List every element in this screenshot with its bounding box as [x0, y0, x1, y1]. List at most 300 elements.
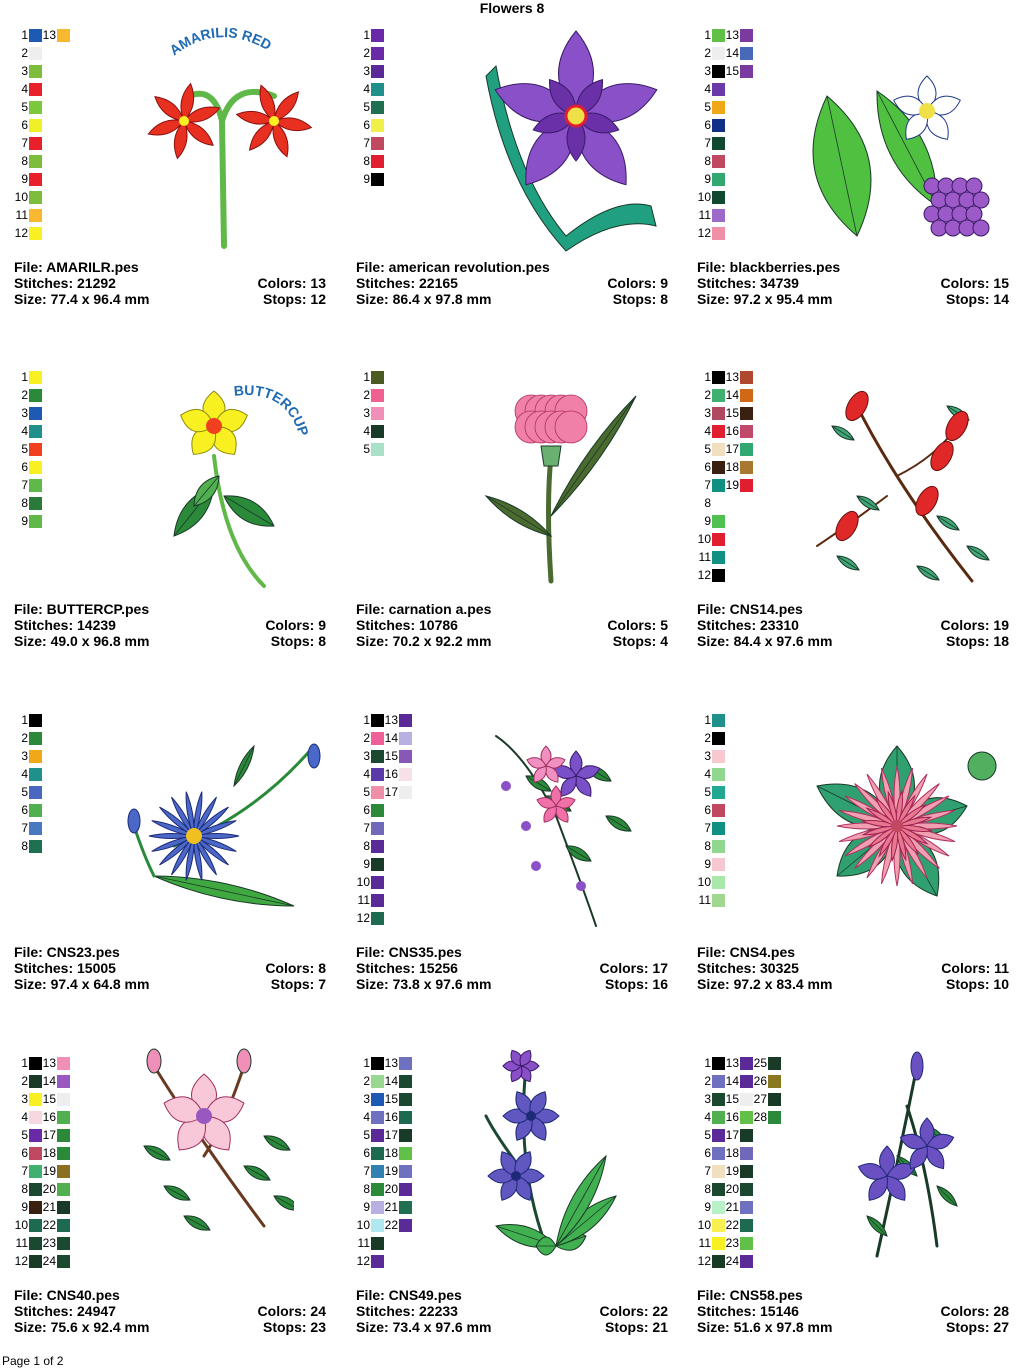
swatch-color	[740, 65, 753, 78]
swatch-color	[371, 894, 384, 907]
swatch-color	[29, 768, 42, 781]
swatch-color	[712, 47, 725, 60]
swatch-number: 15	[725, 406, 739, 420]
swatch-number: 17	[725, 1128, 739, 1142]
size-row	[14, 1319, 326, 1335]
color-swatch	[384, 711, 412, 729]
swatch-color	[371, 83, 384, 96]
color-swatch	[384, 1180, 412, 1198]
color-count: Colors: 9	[607, 275, 668, 291]
color-swatch	[697, 98, 725, 116]
swatch-number: 23	[42, 1236, 56, 1250]
swatch-number: 5	[363, 100, 370, 114]
color-swatch	[14, 98, 42, 116]
color-swatch	[356, 855, 384, 873]
color-swatch	[14, 711, 42, 729]
file-row	[14, 259, 326, 275]
color-swatch	[42, 1180, 70, 1198]
swatch-number: 2	[704, 1074, 711, 1088]
color-swatch	[14, 819, 42, 837]
swatch-number: 21	[725, 1200, 739, 1214]
swatch-number: 9	[363, 857, 370, 871]
swatch-color	[57, 1237, 70, 1250]
swatch-color	[371, 1201, 384, 1214]
swatch-number: 3	[704, 749, 711, 763]
swatch-number: 13	[725, 28, 739, 42]
stitch-count: Stitches: 14239	[14, 617, 116, 633]
color-swatch	[697, 26, 725, 44]
swatch-color	[712, 1093, 725, 1106]
color-swatch	[725, 62, 753, 80]
design-size: Size: 70.2 x 92.2 mm	[356, 633, 492, 649]
swatch-number: 9	[704, 172, 711, 186]
color-swatch	[725, 1072, 753, 1090]
swatch-color	[371, 1183, 384, 1196]
swatch-color	[29, 714, 42, 727]
swatch-number: 10	[697, 875, 711, 889]
swatch-color	[371, 101, 384, 114]
stop-count: Stops: 10	[945, 976, 1009, 992]
swatch-number: 2	[704, 388, 711, 402]
color-swatch	[42, 1234, 70, 1252]
color-swatch	[384, 747, 412, 765]
swatch-number: 6	[704, 1146, 711, 1160]
swatch-number: 9	[363, 172, 370, 186]
color-swatch	[356, 1216, 384, 1234]
swatch-number: 23	[725, 1236, 739, 1250]
color-swatch	[356, 1198, 384, 1216]
swatch-color	[399, 1093, 412, 1106]
color-swatch	[356, 819, 384, 837]
page-footer: Page 1 of 2	[2, 1354, 64, 1368]
swatch-color	[712, 894, 725, 907]
swatch-number: 2	[363, 388, 370, 402]
page-title: Flowers 8	[479, 0, 545, 16]
swatch-color	[29, 209, 42, 222]
color-swatch	[42, 1162, 70, 1180]
swatch-color	[29, 1201, 42, 1214]
swatch-number: 14	[725, 388, 739, 402]
swatch-color	[712, 479, 725, 492]
swatch-number: 9	[21, 1200, 28, 1214]
color-swatch	[14, 44, 42, 62]
swatch-number: 7	[21, 478, 28, 492]
swatch-color	[712, 137, 725, 150]
design-card	[697, 26, 1024, 326]
file-name: File: AMARILR.pes	[14, 259, 139, 275]
swatch-number: 12	[697, 568, 711, 582]
design-size: Size: 49.0 x 96.8 mm	[14, 633, 150, 649]
swatch-number: 5	[21, 100, 28, 114]
color-swatch	[14, 458, 42, 476]
color-swatch	[697, 494, 725, 512]
swatch-number: 3	[704, 406, 711, 420]
design-info	[697, 601, 1009, 649]
swatch-number: 11	[698, 208, 711, 222]
swatch-number: 6	[21, 1146, 28, 1160]
swatch-color	[768, 1075, 781, 1088]
swatch-number: 24	[725, 1254, 739, 1268]
swatch-number: 6	[704, 118, 711, 132]
color-swatch	[697, 188, 725, 206]
color-swatch	[356, 134, 384, 152]
swatch-color	[399, 1111, 412, 1124]
design-preview	[797, 726, 1007, 926]
swatch-color	[371, 714, 384, 727]
color-swatch	[14, 747, 42, 765]
design-title-art: BUTTERCUP	[233, 381, 313, 438]
swatch-color	[399, 1147, 412, 1160]
swatch-color	[29, 822, 42, 835]
stitches-row	[697, 617, 1009, 633]
swatch-color	[740, 425, 753, 438]
swatch-number: 4	[704, 767, 711, 781]
swatch-color	[29, 443, 42, 456]
swatch-color	[740, 47, 753, 60]
swatch-number: 7	[704, 136, 711, 150]
color-swatch	[14, 152, 42, 170]
file-row	[356, 1287, 668, 1303]
color-swatch	[14, 1252, 42, 1270]
swatch-color	[371, 750, 384, 763]
swatch-color	[740, 389, 753, 402]
color-swatch	[384, 1144, 412, 1162]
swatch-number: 3	[21, 1092, 28, 1106]
swatch-number: 7	[704, 478, 711, 492]
stop-count: Stops: 18	[945, 633, 1009, 649]
swatch-number: 2	[363, 731, 370, 745]
swatch-number: 26	[753, 1074, 767, 1088]
swatch-number: 22	[384, 1218, 398, 1232]
swatch-number: 15	[725, 1092, 739, 1106]
color-swatch	[697, 404, 725, 422]
swatch-color	[29, 732, 42, 745]
color-swatch	[725, 386, 753, 404]
swatch-color	[29, 1165, 42, 1178]
design-preview	[476, 26, 676, 256]
swatch-number: 7	[363, 821, 370, 835]
swatch-color	[740, 371, 753, 384]
swatch-color	[712, 1183, 725, 1196]
swatch-color	[712, 371, 725, 384]
color-swatch	[697, 530, 725, 548]
color-swatch	[697, 170, 725, 188]
size-row	[356, 976, 668, 992]
design-info	[697, 1287, 1009, 1335]
swatch-number: 1	[704, 28, 711, 42]
file-name: File: CNS35.pes	[356, 944, 462, 960]
stop-count: Stops: 23	[262, 1319, 326, 1335]
color-swatch	[14, 729, 42, 747]
swatch-number: 5	[704, 1128, 711, 1142]
color-swatch	[14, 765, 42, 783]
color-swatch	[697, 1252, 725, 1270]
swatch-color	[740, 443, 753, 456]
file-name: File: carnation a.pes	[356, 601, 492, 617]
swatch-color	[371, 137, 384, 150]
color-swatch	[725, 1126, 753, 1144]
swatch-number: 17	[384, 785, 398, 799]
swatch-number: 15	[384, 749, 398, 763]
swatch-color	[399, 786, 412, 799]
swatch-color	[712, 1237, 725, 1250]
swatch-number: 1	[363, 1056, 370, 1070]
swatch-color	[740, 1093, 753, 1106]
swatch-color	[29, 407, 42, 420]
swatch-color	[371, 155, 384, 168]
swatch-number: 19	[725, 478, 739, 492]
swatch-number: 8	[21, 496, 28, 510]
color-swatch	[42, 1108, 70, 1126]
swatch-number: 3	[363, 64, 370, 78]
stitches-row	[356, 960, 668, 976]
color-swatch	[14, 1180, 42, 1198]
file-row	[356, 601, 668, 617]
swatch-number: 19	[725, 1164, 739, 1178]
stop-count: Stops: 8	[612, 291, 668, 307]
color-swatch	[384, 1198, 412, 1216]
swatch-number: 21	[384, 1200, 398, 1214]
swatch-color	[712, 443, 725, 456]
swatch-number: 3	[704, 1092, 711, 1106]
color-swatch	[356, 26, 384, 44]
swatch-number: 7	[21, 136, 28, 150]
swatch-number: 18	[725, 1146, 739, 1160]
swatch-number: 6	[21, 460, 28, 474]
swatch-color	[399, 768, 412, 781]
swatch-number: 18	[384, 1146, 398, 1160]
color-swatch	[14, 1162, 42, 1180]
swatch-color	[371, 786, 384, 799]
color-swatch	[753, 1108, 781, 1126]
swatch-color	[29, 1075, 42, 1088]
file-row	[697, 944, 1009, 960]
design-size: Size: 51.6 x 97.8 mm	[697, 1319, 833, 1335]
color-swatch	[725, 476, 753, 494]
swatch-color	[399, 1075, 412, 1088]
swatch-number: 6	[363, 1146, 370, 1160]
swatch-color	[371, 1111, 384, 1124]
color-swatch	[384, 1162, 412, 1180]
design-info	[14, 1287, 326, 1335]
swatch-color	[740, 1075, 753, 1088]
design-info	[697, 944, 1009, 992]
swatch-number: 7	[704, 821, 711, 835]
swatch-number: 12	[697, 226, 711, 240]
color-swatch	[14, 368, 42, 386]
swatch-color	[712, 1255, 725, 1268]
design-size: Size: 73.4 x 97.6 mm	[356, 1319, 492, 1335]
swatch-number: 5	[21, 785, 28, 799]
stitch-count: Stitches: 24947	[14, 1303, 116, 1319]
design-preview	[476, 1046, 666, 1276]
file-row	[14, 601, 326, 617]
swatch-number: 27	[753, 1092, 767, 1106]
swatch-color	[371, 1057, 384, 1070]
swatch-number: 2	[21, 46, 28, 60]
swatch-color	[712, 750, 725, 763]
design-card	[697, 368, 1024, 668]
color-swatch	[725, 368, 753, 386]
swatch-color	[712, 101, 725, 114]
swatch-color	[371, 1255, 384, 1268]
swatch-number: 4	[21, 424, 28, 438]
color-swatch	[14, 801, 42, 819]
file-row	[356, 944, 668, 960]
swatch-color	[740, 1129, 753, 1142]
swatch-number: 5	[21, 442, 28, 456]
swatch-number: 9	[21, 514, 28, 528]
swatch-color	[29, 1255, 42, 1268]
design-card	[356, 26, 686, 326]
color-count: Colors: 24	[257, 1303, 326, 1319]
color-swatch	[725, 1216, 753, 1234]
stitch-count: Stitches: 30325	[697, 960, 799, 976]
swatch-color	[712, 533, 725, 546]
color-swatch	[384, 765, 412, 783]
swatch-color	[29, 1129, 42, 1142]
swatch-color	[712, 497, 725, 510]
design-card	[14, 1054, 344, 1354]
size-row	[356, 633, 668, 649]
color-swatch	[14, 1144, 42, 1162]
color-swatch	[14, 206, 42, 224]
color-swatch	[14, 494, 42, 512]
color-swatch	[356, 729, 384, 747]
swatch-color	[371, 119, 384, 132]
swatch-color	[768, 1093, 781, 1106]
swatch-color	[29, 1183, 42, 1196]
swatch-color	[29, 425, 42, 438]
swatch-number: 10	[14, 190, 28, 204]
color-swatch	[697, 1216, 725, 1234]
swatch-color	[712, 732, 725, 745]
color-swatch	[42, 1252, 70, 1270]
swatch-number: 1	[704, 713, 711, 727]
swatch-color	[712, 804, 725, 817]
swatch-number: 19	[384, 1164, 398, 1178]
swatch-number: 2	[704, 731, 711, 745]
swatch-color	[712, 822, 725, 835]
swatch-color	[371, 858, 384, 871]
swatch-color	[29, 1147, 42, 1160]
color-swatch	[356, 1252, 384, 1270]
color-swatch	[42, 1216, 70, 1234]
color-swatch	[725, 422, 753, 440]
swatch-color	[399, 1165, 412, 1178]
swatch-number: 22	[42, 1218, 56, 1232]
color-swatch	[725, 1162, 753, 1180]
color-swatch	[697, 548, 725, 566]
swatch-number: 13	[384, 713, 398, 727]
swatch-color	[740, 1183, 753, 1196]
swatch-color	[712, 876, 725, 889]
swatch-color	[29, 479, 42, 492]
stitches-row	[356, 275, 668, 291]
swatch-color	[712, 1165, 725, 1178]
swatch-number: 11	[698, 893, 711, 907]
swatch-number: 1	[21, 28, 28, 42]
color-swatch	[356, 1234, 384, 1252]
swatch-number: 3	[363, 406, 370, 420]
color-swatch	[14, 1126, 42, 1144]
color-swatch	[697, 783, 725, 801]
file-name: File: CNS4.pes	[697, 944, 796, 960]
stitch-count: Stitches: 22233	[356, 1303, 458, 1319]
design-info	[697, 259, 1009, 307]
swatch-color	[29, 515, 42, 528]
swatch-number: 9	[704, 857, 711, 871]
size-row	[697, 1319, 1009, 1335]
color-swatch	[725, 1234, 753, 1252]
swatch-color	[371, 389, 384, 402]
swatch-number: 8	[363, 154, 370, 168]
swatch-number: 28	[753, 1110, 767, 1124]
color-swatch	[14, 512, 42, 530]
color-swatch	[356, 170, 384, 188]
color-swatch	[14, 80, 42, 98]
swatch-number: 9	[21, 172, 28, 186]
swatch-color	[712, 1219, 725, 1232]
color-swatch	[697, 134, 725, 152]
color-swatch	[356, 783, 384, 801]
swatch-color	[740, 1255, 753, 1268]
color-swatch	[725, 1144, 753, 1162]
color-count: Colors: 17	[599, 960, 668, 976]
swatch-number: 8	[363, 839, 370, 853]
color-swatch	[697, 476, 725, 494]
swatch-number: 13	[725, 370, 739, 384]
swatch-color	[712, 191, 725, 204]
swatch-color	[712, 1201, 725, 1214]
design-preview	[466, 716, 666, 946]
swatch-color	[712, 155, 725, 168]
swatch-number: 25	[753, 1056, 767, 1070]
swatch-number: 22	[725, 1218, 739, 1232]
color-swatch	[697, 819, 725, 837]
swatch-color	[57, 1147, 70, 1160]
stitches-row	[14, 960, 326, 976]
color-count: Colors: 19	[940, 617, 1009, 633]
swatch-number: 17	[725, 442, 739, 456]
swatch-number: 1	[21, 1056, 28, 1070]
swatch-number: 5	[704, 785, 711, 799]
swatch-color	[29, 65, 42, 78]
swatch-color	[29, 29, 42, 42]
swatch-number: 6	[363, 803, 370, 817]
swatch-number: 7	[363, 1164, 370, 1178]
size-row	[14, 291, 326, 307]
color-swatch	[42, 1198, 70, 1216]
swatch-number: 10	[356, 875, 370, 889]
color-swatch	[697, 1126, 725, 1144]
color-swatch	[697, 566, 725, 584]
swatch-number: 3	[21, 749, 28, 763]
color-swatch	[356, 873, 384, 891]
swatch-color	[29, 786, 42, 799]
color-swatch	[356, 80, 384, 98]
swatch-color	[712, 389, 725, 402]
swatch-number: 9	[704, 1200, 711, 1214]
swatch-color	[712, 425, 725, 438]
swatch-color	[712, 209, 725, 222]
swatch-color	[57, 1183, 70, 1196]
color-swatch	[14, 170, 42, 188]
swatch-number: 2	[704, 46, 711, 60]
swatch-color	[29, 389, 42, 402]
design-info	[356, 259, 668, 307]
swatch-color	[29, 1219, 42, 1232]
